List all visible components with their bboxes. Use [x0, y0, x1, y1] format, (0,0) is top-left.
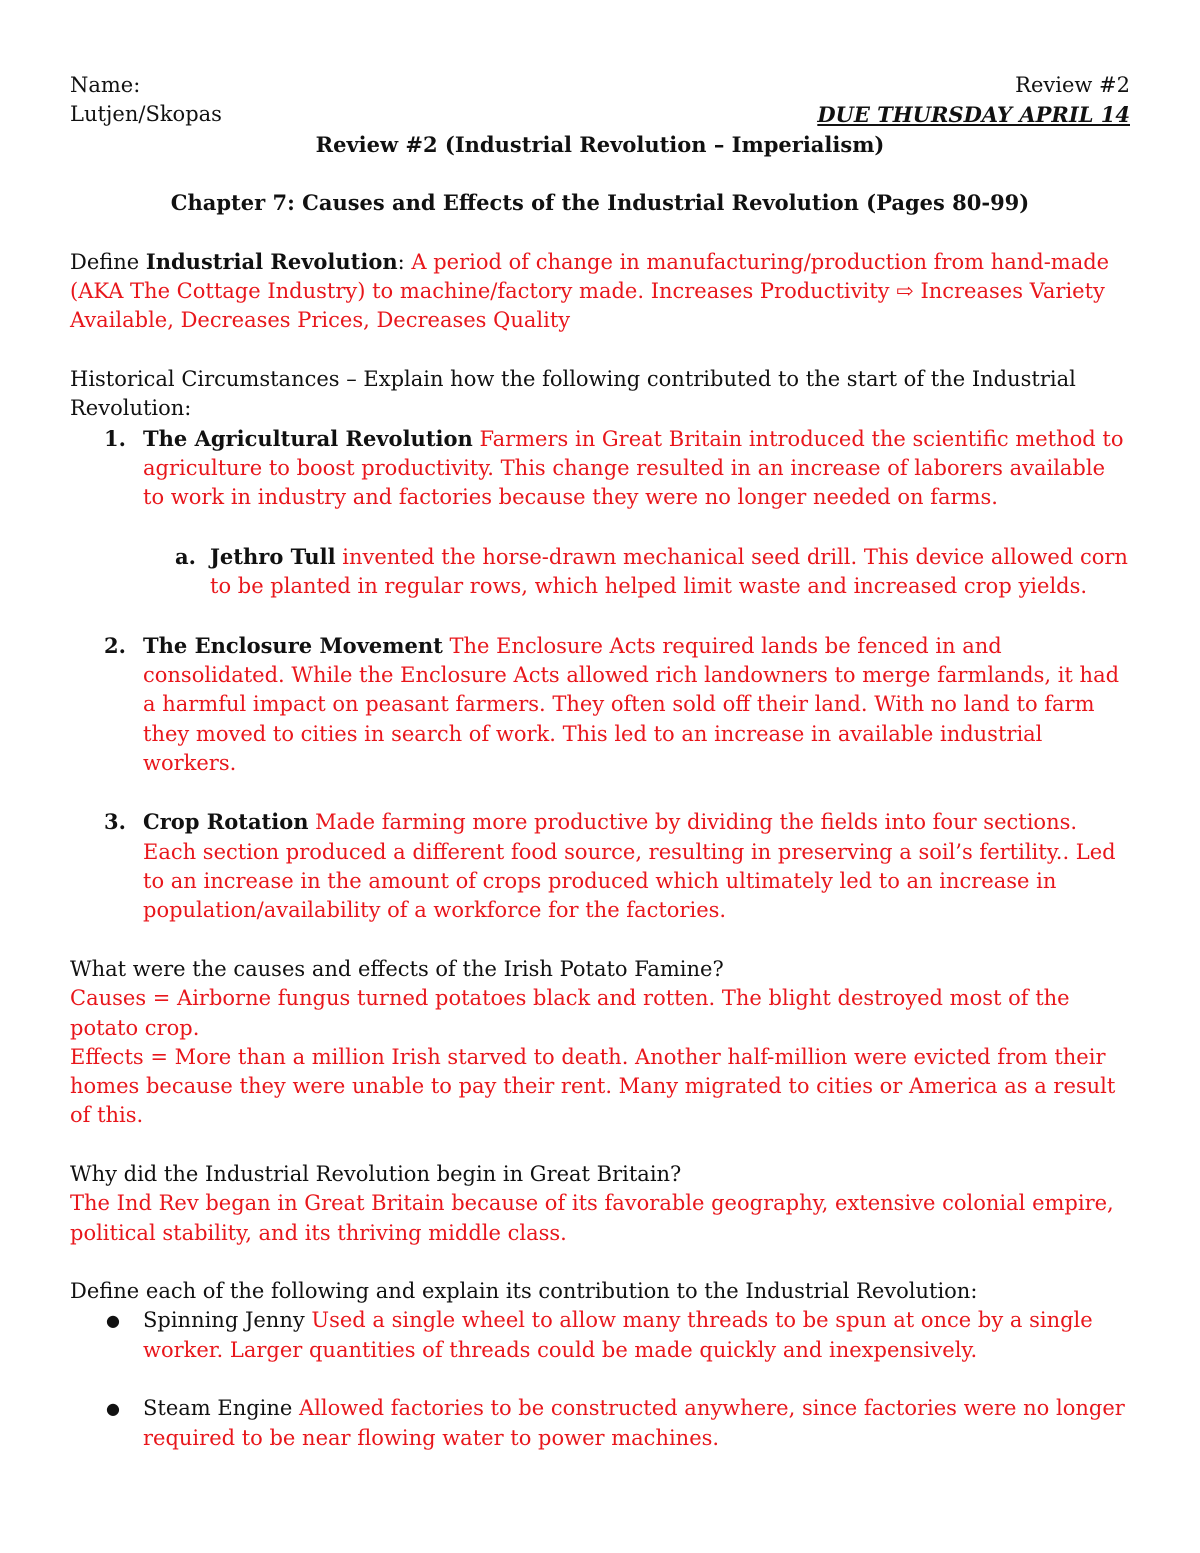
- bullet-term: Spinning Jenny: [143, 1308, 305, 1333]
- review-label: Review #2: [1015, 73, 1130, 97]
- bullet-icon: ●: [106, 1399, 120, 1419]
- define-each-prompt: Define each of the following and explain its contribution to the Industrial Revolution:: [70, 1279, 978, 1304]
- list-item: [70, 424, 1130, 513]
- sub-item-term: Jethro Tull: [210, 543, 336, 569]
- list-marker: 3.: [104, 809, 126, 835]
- sub-item-answer: invented the horse-drawn mechanical seed drill. This device allowed corn to be planted in regular rows, which helped limit waste and increased crop yields.: [210, 544, 1128, 599]
- bullet-item: [70, 1306, 1130, 1365]
- due-date: DUE THURSDAY APRIL 14: [817, 102, 1130, 128]
- famine-question: What were the causes and effects of the Irish Potato Famine?: [70, 956, 724, 981]
- define-industrial-revolution: [70, 247, 1130, 336]
- britain-question: Why did the Industrial Revolution begin in Great Britain?: [70, 1161, 682, 1186]
- list-marker: 2.: [104, 632, 126, 658]
- item-term: The Agricultural Revolution: [143, 425, 473, 451]
- item-answer: Farmers in Great Britain introduced the scientific method to agriculture to boost productivity. This change resulted in an increase of laborers available to work in industry and factories because they were no longer needed on farms.: [143, 426, 1124, 510]
- bullet-item: [70, 1394, 1130, 1453]
- item-answer: The Enclosure Acts required lands be fenced in and consolidated. While the Enclosure Acts allowed rich landowners to merge farmlands, it had a harmful impact on peasant farmers. They often sold off their land. With no land to farm they moved to cities in search of work. This led to an increase in available industrial workers.: [143, 633, 1120, 775]
- define-prefix: Define: [70, 249, 146, 274]
- header-row-1: [70, 71, 1130, 100]
- famine-effects: Effects = More than a million Irish starved to death. Another half-million were evicted from their homes because they were unable to pay their rent. Many migrated to cities or America as a result of this.: [70, 1044, 1116, 1128]
- sub-list-marker: a.: [175, 543, 196, 569]
- define-colon: :: [397, 249, 405, 274]
- famine-causes: Causes = Airborne fungus turned potatoes black and rotten. The blight destroyed most of the potato crop.: [70, 986, 1070, 1040]
- chapter-heading: Chapter 7: Causes and Effects of the Industrial Revolution (Pages 80-99): [170, 190, 1030, 216]
- define-answer: A period of change in manufacturing/production from hand-made (AKA The Cottage Industry) to machine/factory made. Increases Productivity ⇨ Increases Variety Available, Decreases Prices, Decreases Quality: [70, 249, 1110, 333]
- item-answer: Made farming more productive by dividing the fields into four sections. Each section produced a different food source, resulting in preserving a soil’s fertility.. Led to an increase in the amount of crops produced which ultimately led to an increase in population/availability of a workforce for the factories.: [143, 810, 1116, 923]
- item-term: Crop Rotation: [143, 809, 309, 835]
- historical-prompt: Historical Circumstances – Explain how the following contributed to the start of the Industrial Revolution:: [70, 366, 1076, 421]
- define-term: Industrial Revolution: [145, 248, 398, 274]
- bullet-answer: Used a single wheel to allow many threads to be spun at once by a single worker. Larger quantities of threads could be made quickly and inexpensively.: [143, 1308, 1093, 1362]
- page-title: Review #2 (Industrial Revolution – Imperialism): [315, 131, 885, 157]
- bullet-term: Steam Engine: [143, 1396, 293, 1421]
- document-page: [70, 71, 1130, 1453]
- list-marker: 1.: [104, 425, 126, 451]
- item-term: The Enclosure Movement: [143, 632, 443, 658]
- list-item: [70, 807, 1130, 925]
- header-row-2: [70, 100, 1130, 129]
- britain-answer: The Ind Rev began in Great Britain because of its favorable geography, extensive colonial empire, political stability, and its thriving middle class.: [70, 1191, 1114, 1245]
- bullet-icon: ●: [106, 1311, 120, 1331]
- list-item: [70, 631, 1130, 778]
- teachers: Lutjen/Skopas: [70, 102, 222, 127]
- name-label: Name:: [70, 73, 141, 97]
- bullet-answer: Allowed factories to be constructed anywhere, since factories were no longer required to be near flowing water to power machines.: [143, 1396, 1125, 1450]
- sub-list-item: [70, 542, 1130, 602]
